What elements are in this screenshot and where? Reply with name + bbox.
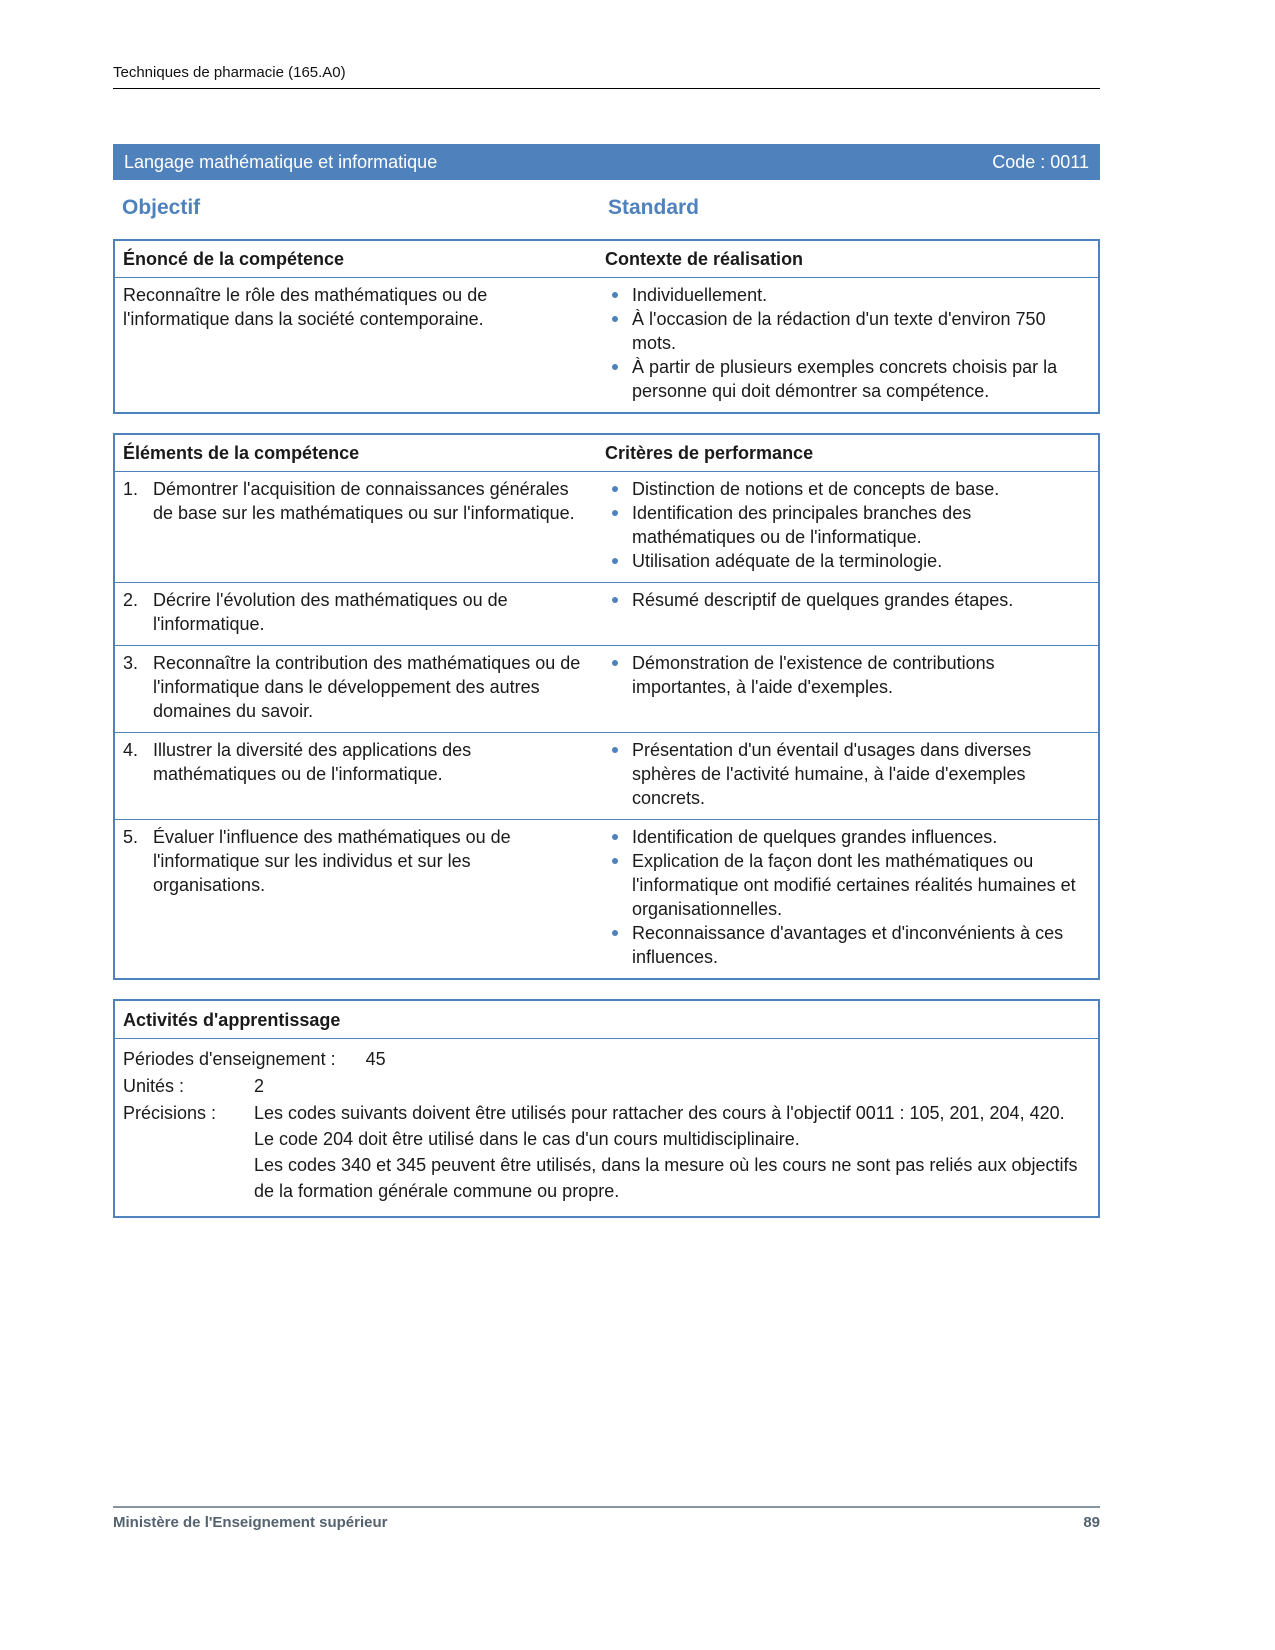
running-header [113,64,1100,89]
objective-banner [113,144,1100,180]
element-number: 4. [123,740,139,760]
criterion-bullet: Résumé descriptif de quelques grandes étapes. [605,588,1084,612]
criterion-bullet: Démonstration de l'existence de contributions importantes, à l'aide d'exemples. [605,651,1084,699]
contexte-cell [597,278,1098,412]
element-number: 1. [123,479,139,499]
standard-heading: Standard [608,196,700,219]
element-number: 3. [123,653,139,673]
element-number: 2. [123,590,139,610]
element-text: Décrire l'évolution des mathématiques ou de l'informatique. [153,590,508,634]
periodes-line [123,1046,1088,1072]
context-bullet: Individuellement. [605,283,1084,307]
periodes-value: 45 [365,1049,386,1069]
numbered-element [123,588,583,636]
precision-paragraph: Les codes 340 et 345 peuvent être utilisés, dans la mesure où les cours ne sont pas reliés aux objectifs de la formation générale commune ou propre. [254,1155,1078,1201]
precision-paragraph: Le code 204 doit être utilisé dans le cas d'un cours multidisciplinaire. [254,1129,800,1149]
precisions-line [123,1100,1088,1204]
element-cell [115,820,597,978]
unites-line [123,1073,1088,1099]
criterion-bullet: Utilisation adéquate de la terminologie. [605,549,1084,573]
activities-header: Activités d'apprentissage [115,1001,1098,1039]
activities-box [113,999,1100,1218]
column-headings [113,196,1100,220]
criterion-bullet: Explication de la façon dont les mathématiques ou l'informatique ont modifié certaines réalités humaines et organisationnelles. [605,849,1084,921]
element-number: 5. [123,827,139,847]
page-number: 89 [1083,1514,1100,1531]
element-row-1 [115,472,1098,582]
elements-table-header-row [115,435,1098,472]
element-text: Démontrer l'acquisition de connaissances générales de base sur les mathématiques ou sur l'informatique. [153,479,575,523]
criterion-bullet: Distinction de notions et de concepts de base. [605,477,1084,501]
unites-label: Unités : [123,1076,185,1096]
program-title: Techniques de pharmacie (165.A0) [113,64,346,81]
contexte-realisation-header: Contexte de réalisation [605,249,804,269]
objectif-heading: Objectif [122,196,201,219]
elements-competence-header: Éléments de la compétence [123,443,360,463]
element-text: Reconnaître la contribution des mathématiques ou de l'informatique dans le développement des autres domaines du savoir. [153,653,581,721]
elements-table [113,433,1100,980]
element-text: Évaluer l'influence des mathématiques ou de l'informatique sur les individus et sur les organisations. [153,827,511,895]
criteria-cell [597,820,1098,978]
competence-row [115,278,1098,412]
context-bullet: À l'occasion de la rédaction d'un texte d'environ 750 mots. [605,307,1084,355]
criteria-cell [597,733,1098,819]
unites-value: 2 [254,1076,265,1096]
numbered-element [123,651,583,723]
page-content [113,0,1100,1218]
activities-body [115,1039,1098,1216]
element-cell [115,733,597,819]
banner-code: Code : 0011 [992,151,1089,172]
precision-paragraph: Les codes suivants doivent être utilisés pour rattacher des cours à l'objectif 0011 : 105, 201, 204, 420. [254,1103,1065,1123]
competence-table-header-row [115,241,1098,278]
element-cell [115,646,597,732]
competence-statement: Reconnaître le rôle des mathématiques ou de l'informatique dans la société contemporaine. [123,285,488,329]
numbered-element [123,477,583,525]
element-row-5 [115,819,1098,978]
criterion-bullet: Présentation d'un éventail d'usages dans diverses sphères de l'activité humaine, à l'aide d'exemples concrets. [605,738,1084,810]
criterion-bullet: Reconnaissance d'avantages et d'inconvénients à ces influences. [605,921,1084,969]
context-bullet: À partir de plusieurs exemples concrets choisis par la personne qui doit démontrer sa compétence. [605,355,1084,403]
precisions-text [254,1100,1088,1204]
element-cell [115,583,597,645]
element-text: Illustrer la diversité des applications des mathématiques ou de l'informatique. [153,740,472,784]
running-footer [113,1506,1100,1531]
element-cell [115,472,597,582]
criteria-cell [597,583,1098,645]
criteria-cell [597,646,1098,732]
criterion-bullet: Identification de quelques grandes influences. [605,825,1084,849]
competence-table [113,239,1100,414]
element-row-2 [115,582,1098,645]
numbered-element [123,825,583,897]
precisions-label: Précisions : [123,1103,217,1123]
enonce-competence-header: Énoncé de la compétence [123,249,345,269]
footer-ministry: Ministère de l'Enseignement supérieur [113,1514,388,1531]
criteres-performance-header: Critères de performance [605,443,814,463]
banner-title: Langage mathématique et informatique [124,151,438,172]
periodes-label: Périodes d'enseignement : [123,1049,336,1069]
criteria-cell [597,472,1098,582]
element-row-3 [115,645,1098,732]
criterion-bullet: Identification des principales branches des mathématiques ou de l'informatique. [605,501,1084,549]
numbered-element [123,738,583,786]
element-row-4 [115,732,1098,819]
